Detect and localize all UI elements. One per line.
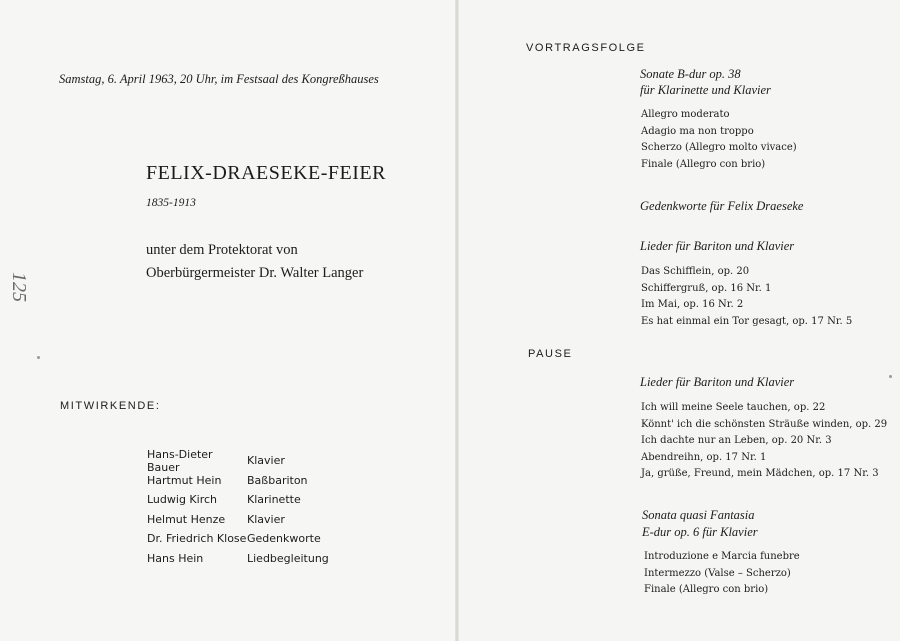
- lieder-2-title: Lieder für Bariton und Klavier: [640, 375, 795, 389]
- movement-item: Intermezzo (Valse – Scherzo): [644, 567, 791, 579]
- performer-role: Klarinette: [247, 493, 301, 507]
- performer-role: Klavier: [247, 512, 285, 526]
- sonata-movements: [641, 107, 797, 173]
- performer-name: Ludwig Kirch: [147, 493, 217, 507]
- movement-item: Scherzo (Allegro molto vivace): [641, 142, 797, 153]
- fantasia-title-2: E-dur op. 6 für Klavier: [642, 525, 758, 539]
- lieder-1-title: Lieder für Bariton und Klavier: [640, 239, 795, 253]
- paper-speck: [889, 375, 892, 378]
- sonata-title-2: für Klarinette und Klavier: [640, 83, 771, 97]
- lieder-2-list: [641, 400, 887, 483]
- protectorate-line-2: Oberbürgermeister Dr. Walter Langer: [146, 265, 364, 281]
- performer-name: Hans Hein: [147, 551, 204, 565]
- protectorate-line-1: unter dem Protektorat von: [146, 242, 298, 258]
- movement-item: Adagio ma non troppo: [641, 125, 754, 137]
- lieder-1-list: [641, 264, 852, 330]
- performer-name: Hartmut Hein: [147, 473, 222, 487]
- performer-row: [147, 490, 329, 510]
- performer-row: [147, 549, 329, 569]
- memorial-speech: Gedenkworte für Felix Draeseke: [640, 199, 804, 213]
- performer-row: [147, 510, 329, 530]
- pencil-mark: 125: [8, 272, 30, 302]
- performers-heading: MITWIRKENDE:: [60, 400, 161, 412]
- performer-role: Gedenkworte: [247, 532, 321, 546]
- performer-role: Klavier: [247, 454, 285, 468]
- paper-speck: [37, 356, 40, 359]
- pause-label: PAUSE: [528, 348, 573, 360]
- performer-role: Liedbegleitung: [247, 551, 329, 565]
- song-item: Im Mai, op. 16 Nr. 2: [641, 299, 744, 310]
- song-item: Abendreihn, op. 17 Nr. 1: [641, 451, 767, 463]
- performer-row: [147, 529, 329, 549]
- performer-name: Dr. Friedrich Klose: [147, 532, 247, 546]
- song-item: Ich will meine Seele tauchen, op. 22: [641, 402, 826, 413]
- fantasia-movements: [644, 549, 800, 599]
- performer-row: [147, 447, 329, 474]
- performer-name: Helmut Henze: [147, 512, 226, 526]
- performers-list: [147, 447, 329, 568]
- page-title: FELIX-DRAESEKE-FEIER: [146, 162, 386, 184]
- program-heading: VORTRAGSFOLGE: [526, 42, 646, 54]
- song-item: Ja, grüße, Freund, mein Mädchen, op. 17 Nr. 3: [641, 468, 879, 479]
- movement-item: Allegro moderato: [641, 109, 730, 120]
- movement-item: Finale (Allegro con brio): [644, 584, 769, 595]
- song-item: Das Schifflein, op. 20: [641, 266, 750, 277]
- sonata-title-1: Sonate B-dur op. 38: [640, 67, 741, 81]
- fantasia-title-1: Sonata quasi Fantasia: [642, 508, 755, 522]
- movement-item: Introduzione e Marcia funebre: [644, 551, 800, 562]
- years: 1835-1913: [146, 197, 196, 209]
- date-line: Samstag, 6. April 1963, 20 Uhr, im Festsaal des Kongreßhauses: [59, 72, 379, 86]
- performer-role: Baßbariton: [247, 473, 308, 487]
- right-page: [459, 0, 900, 641]
- song-item: Es hat einmal ein Tor gesagt, op. 17 Nr. 5: [641, 315, 853, 327]
- song-item: Ich dachte nur an Leben, op. 20 Nr. 3: [641, 435, 832, 446]
- performer-name: Hans-Dieter Bauer: [147, 447, 213, 474]
- performer-row: [147, 471, 329, 491]
- movement-item: Finale (Allegro con brio): [641, 158, 766, 170]
- song-item: Schiffergruß, op. 16 Nr. 1: [641, 282, 772, 294]
- song-item: Könnt' ich die schönsten Sträuße winden, op. 29: [641, 418, 888, 430]
